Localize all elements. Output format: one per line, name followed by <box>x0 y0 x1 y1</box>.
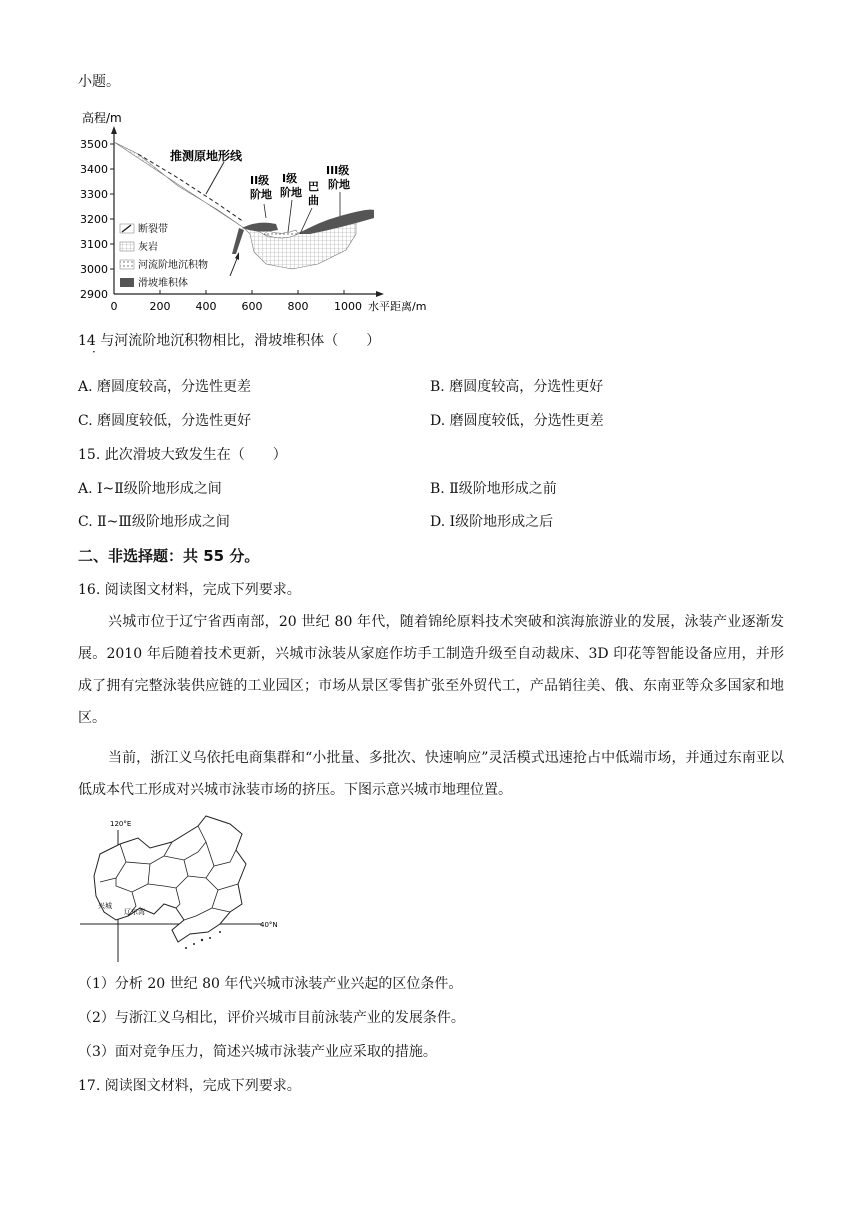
q16-sub-3: （3）面对竞争压力，简述兴城市泳装产业应采取的措施。 <box>78 1044 437 1060</box>
q15-option-c: C. Ⅱ~Ⅲ级阶地形成之间 <box>78 514 230 530</box>
terrace3-label: III级 <box>326 164 350 177</box>
x-tick-label: 200 <box>149 300 171 313</box>
intro-tail: 小题。 <box>78 74 120 90</box>
xingcheng-label: 兴城 <box>98 902 112 910</box>
q14-stem: 14 与河流阶地沉积物相比，滑坡堆积体（ ） <box>78 333 381 349</box>
terrace1-label: 阶地 <box>280 186 302 199</box>
y-axis-title: 高程/m <box>82 111 122 125</box>
q15-option-a: A. Ⅰ~Ⅱ级阶地形成之间 <box>78 481 222 497</box>
y-tick-label: 3100 <box>80 238 108 251</box>
y-tick-label: 3500 <box>80 138 108 151</box>
q16-sub-1: （1）分析 20 世纪 80 年代兴城市泳装产业兴起的区位条件。 <box>78 976 463 992</box>
y-tick-label: 3400 <box>80 163 108 176</box>
liaodong-bay-label: 辽东湾 <box>124 908 145 916</box>
x-tick-label: 400 <box>195 300 217 313</box>
q15-option-d: D. Ⅰ级阶地形成之后 <box>430 514 554 530</box>
q14-option-c: C. 磨圆度较低，分选性更好 <box>78 413 252 429</box>
river-label: 曲 <box>308 194 319 207</box>
x-axis-title: 水平距离/m <box>368 300 427 313</box>
q14-dot: · <box>92 345 96 359</box>
svg-text:滑坡堆积体: 滑坡堆积体 <box>138 278 188 289</box>
x-tick-label: 800 <box>287 300 309 313</box>
legend-terrace-deposits <box>120 258 208 271</box>
q16-sub-2: （2）与浙江义乌相比，评价兴城市目前泳装产业的发展条件。 <box>78 1010 465 1026</box>
svg-text:断裂带: 断裂带 <box>138 224 168 235</box>
x-tick-label: 1000 <box>334 300 362 313</box>
q17-stem: 17. 阅读图文材料，完成下列要求。 <box>78 1078 301 1094</box>
x-tick-label: 0 <box>110 300 118 313</box>
legend-landslide <box>120 276 188 289</box>
legend-fault <box>120 222 168 235</box>
y-tick-label: 2900 <box>80 288 108 301</box>
terrain-profile-figure <box>78 104 438 318</box>
river-label: 巴 <box>308 180 319 193</box>
y-ticks <box>80 138 114 301</box>
q16-paragraph-2: 当前，浙江义乌依托电商集群和“小批量、多批次、快速响应”灵活模式迅速抢占中低端市场，并通过东南亚以低成本代工形成对兴城市泳装市场的挤压。下图示意兴城市地理位置。 <box>78 750 784 798</box>
longitude-label: 120°E <box>110 820 132 828</box>
q14-option-d: D. 磨圆度较低，分选性更差 <box>430 413 604 429</box>
original-terrain-line <box>138 154 244 222</box>
terrace1-label: I级 <box>282 172 298 185</box>
svg-text:灰岩: 灰岩 <box>138 242 158 253</box>
legend-limestone <box>120 240 158 253</box>
x-tick-label: 600 <box>241 300 263 313</box>
terrace3-label: 阶地 <box>328 178 350 191</box>
q15-option-b: B. Ⅱ级阶地形成之前 <box>430 481 557 497</box>
terrace2-label: II级 <box>250 174 270 187</box>
q15-stem: 15. 此次滑坡大致发生在（ ） <box>78 447 287 463</box>
terrace2-label: 阶地 <box>250 188 272 201</box>
province-outline <box>94 816 246 942</box>
y-tick-label: 3000 <box>80 263 108 276</box>
q16-stem: 16. 阅读图文材料，完成下列要求。 <box>78 582 301 598</box>
fault-zone <box>232 228 244 254</box>
legend <box>120 222 208 289</box>
y-tick-label: 3300 <box>80 188 108 201</box>
xingcheng-location-map <box>80 812 280 962</box>
q16-paragraph-1: 兴城市位于辽宁省西南部，20 世纪 80 年代，随着锦纶原料技术突破和滨海旅游业的发展，泳装产业逐渐发展。2010 年后随着技术更新，兴城市泳装从家庭作坊手工制造升级至自动裁床、3D 印花等智能设备应用，并形成了拥有完整泳装供应链的工业园区；市场从景区零售扩张至外贸代工，产品销往美、俄、东南亚等众多国家和地区。 <box>78 614 784 726</box>
original-terrain-label: 推测原地形线 <box>170 149 243 163</box>
y-tick-label: 3200 <box>80 213 108 226</box>
q14-option-a: A. 磨圆度较高，分选性更差 <box>78 379 252 395</box>
latitude-label: 40°N <box>260 921 278 929</box>
q14-option-b: B. 磨圆度较高，分选性更好 <box>430 379 604 395</box>
svg-text:河流阶地沉积物: 河流阶地沉积物 <box>138 260 208 271</box>
section-heading: 二、非选择题：共 55 分。 <box>78 547 260 565</box>
